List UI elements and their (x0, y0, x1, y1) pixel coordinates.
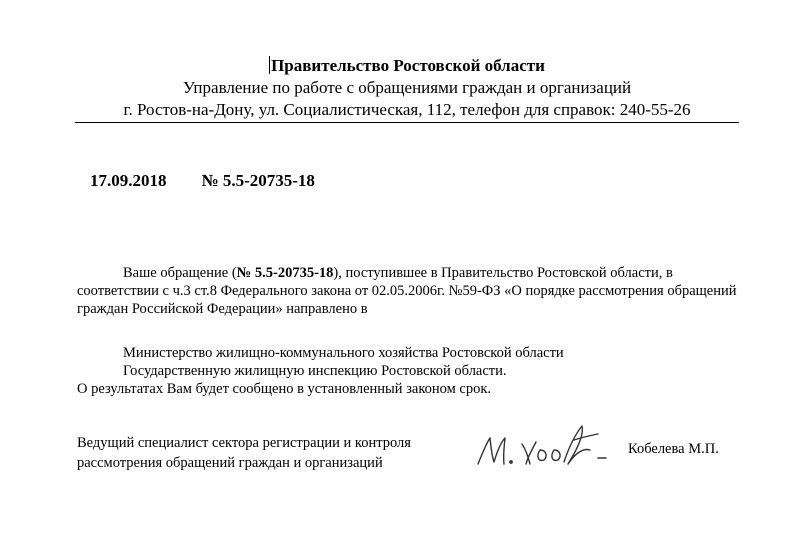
body-paragraph (77, 264, 742, 318)
letter-body (77, 264, 742, 398)
header-divider (75, 122, 739, 123)
letterhead (75, 55, 739, 121)
registration-date: 17.09.2018 (90, 171, 167, 190)
address-line: г. Ростов-на-Дону, ул. Социалистическая, 112, телефон для справок: 240-55-26 (123, 100, 691, 119)
appeal-number: № 5.5-20735-18 (236, 265, 334, 281)
handwritten-signature (470, 420, 620, 476)
registration-line (90, 171, 315, 191)
organization-name-text: Правительство Ростовской области (271, 56, 545, 75)
recipients-list (77, 344, 742, 380)
position-line: рассмотрения обращений граждан и организаций (77, 455, 383, 471)
text-cursor (269, 56, 270, 74)
position-line: Ведущий специалист сектора регистрации и контроля (77, 435, 411, 451)
registration-number: № 5.5-20735-18 (201, 171, 315, 190)
department-name: Управление по работе с обращениями граждан и организаций (182, 78, 632, 97)
organization-name (75, 55, 739, 77)
signatory-position (77, 433, 411, 473)
recipient-item: Государственную жилищную инспекцию Ростовской области. (123, 363, 507, 379)
closing-sentence: О результатах Вам будет сообщено в установленный законом срок. (77, 381, 492, 397)
p1-start: Ваше обращение ( (123, 265, 237, 281)
signatory-name: Кобелева М.П. (628, 441, 719, 457)
p1-rest: ), поступившее в Правительство Ростовской области, в соответствии с ч.3 ст.8 Федерального закона от 02.05.2006г. №59-ФЗ «О порядке рассмотрения обращений граждан Российской Федерации» направлено в (77, 265, 737, 317)
recipient-item: Министерство жилищно-коммунального хозяйства Ростовской области (123, 345, 564, 361)
